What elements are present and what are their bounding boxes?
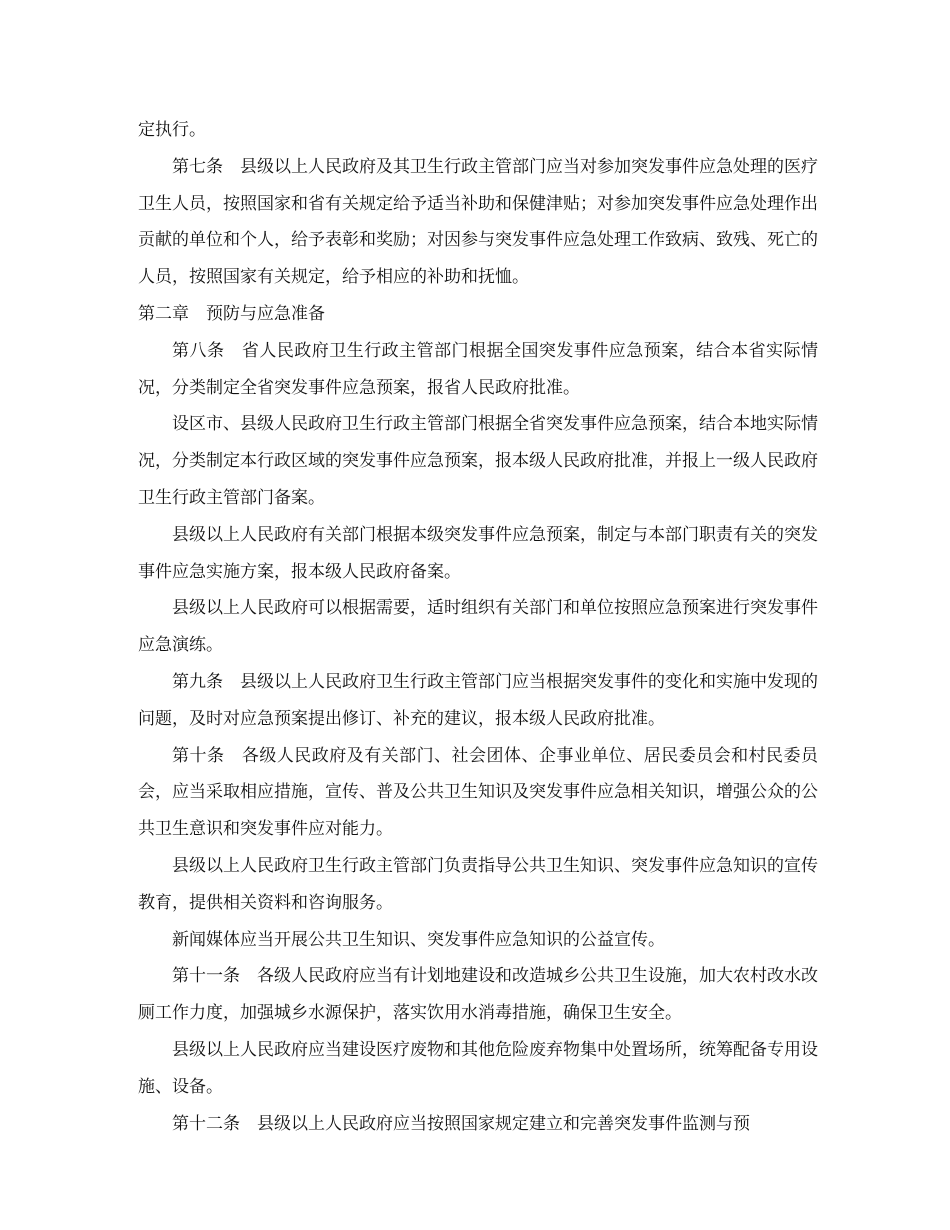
paragraph-continuation: 定执行。 <box>138 120 206 140</box>
article-7-paragraph: 第七条 县级以上人民政府及其卫生行政主管部门应当对参加突发事件应急处理的医疗卫生人员，按照国家和省有关规定给予适当补助和保健津贴；对参加突发事件应急处理作出贡献的单位和个人，给予表彰和奖励；对因参与突发事件应急处理工作致病、致残、死亡的人员，按照国家有关规定，给予相应的补助和抚恤。 <box>138 156 818 288</box>
article-10-paragraph-3: 新闻媒体应当开展公共卫生知识、突发事件应急知识的公益宣传。 <box>172 929 665 950</box>
article-8-paragraph-2: 设区市、县级人民政府卫生行政主管部门根据全省突发事件应急预案，结合本地实际情况，分类制定本行政区域的突发事件应急预案，报本级人民政府批准，并报上一级人民政府卫生行政主管部门备案。 <box>138 414 818 508</box>
article-8-paragraph-4: 县级以上人民政府可以根据需要，适时组织有关部门和单位按照应急预案进行突发事件应急演练。 <box>138 598 818 656</box>
article-11-paragraph: 第十一条 各级人民政府应当有计划地建设和改造城乡公共卫生设施，加大农村改水改厕工作力度，加强城乡水源保护，落实饮用水消毒措施，确保卫生安全。 <box>138 966 818 1024</box>
article-8-paragraph: 第八条 省人民政府卫生行政主管部门根据全国突发事件应急预案，结合本省实际情况，分类制定全省突发事件应急预案，报省人民政府批准。 <box>138 340 818 398</box>
article-8-paragraph-3: 县级以上人民政府有关部门根据本级突发事件应急预案，制定与本部门职责有关的突发事件应急实施方案，报本级人民政府备案。 <box>138 524 818 582</box>
document-body <box>138 112 818 1142</box>
chapter-heading: 第二章 预防与应急准备 <box>138 303 325 324</box>
article-9-paragraph: 第九条 县级以上人民政府卫生行政主管部门应当根据突发事件的变化和实施中发现的问题，及时对应急预案提出修订、补充的建议，报本级人民政府批准。 <box>138 671 818 729</box>
article-10-paragraph: 第十条 各级人民政府及有关部门、社会团体、企事业单位、居民委员会和村民委员会，应当采取相应措施，宣传、普及公共卫生知识及突发事件应急相关知识，增强公众的公共卫生意识和突发事件应对能力。 <box>138 745 818 840</box>
article-12-paragraph: 第十二条 县级以上人民政府应当按照国家规定建立和完善突发事件监测与预 <box>172 1113 750 1134</box>
article-11-paragraph-2: 县级以上人民政府应当建设医疗废物和其他危险废弃物集中处置场所，统筹配备专用设施、设备。 <box>138 1039 818 1097</box>
article-10-paragraph-2: 县级以上人民政府卫生行政主管部门负责指导公共卫生知识、突发事件应急知识的宣传教育，提供相关资料和咨询服务。 <box>138 855 818 913</box>
